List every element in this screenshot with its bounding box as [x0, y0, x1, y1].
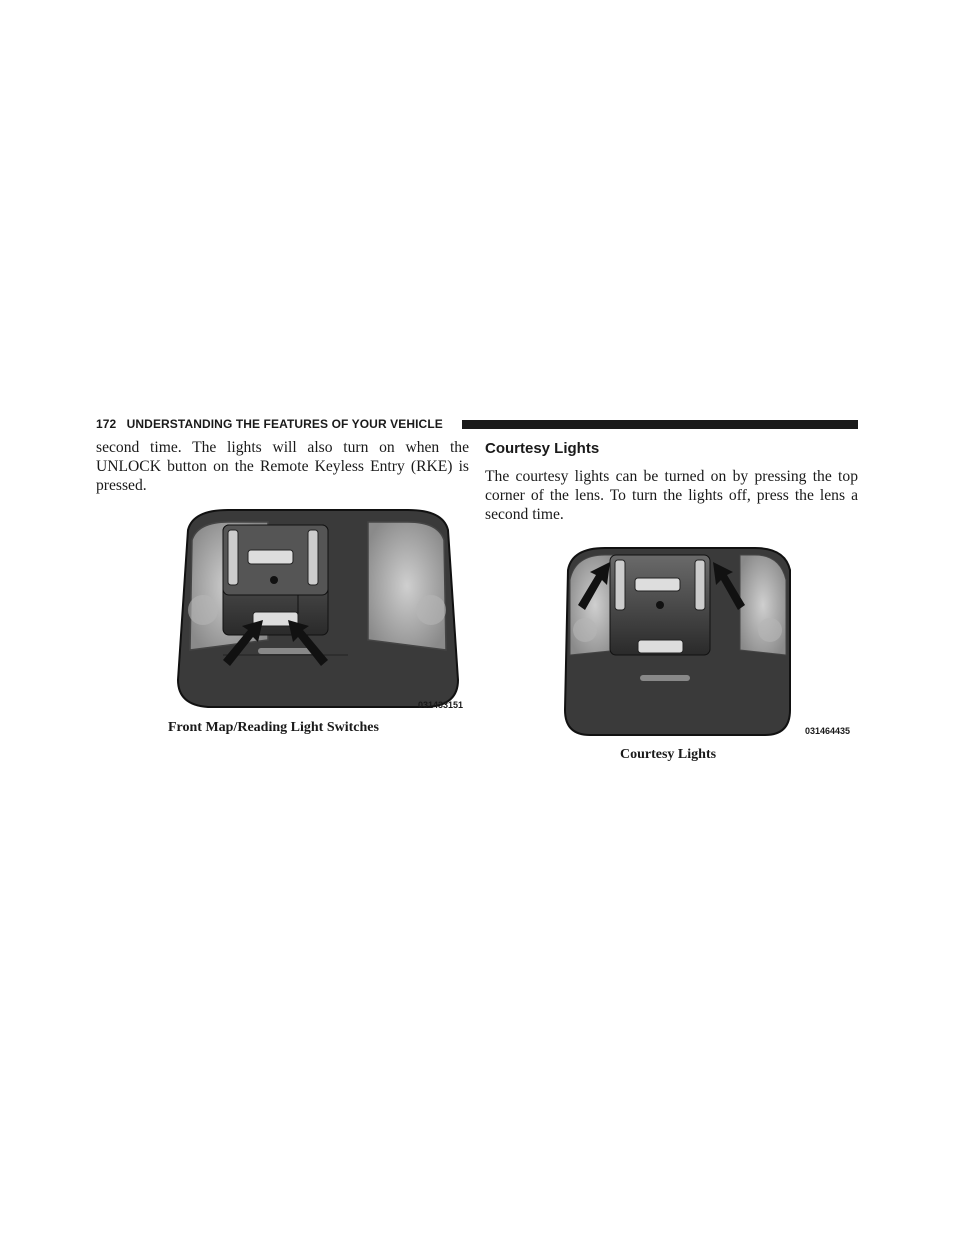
left-column	[96, 438, 469, 495]
section-heading: Courtesy Lights	[485, 440, 600, 457]
figure-caption: Front Map/Reading Light Switches	[168, 720, 379, 735]
page-header	[96, 416, 858, 434]
body-paragraph: second time. The lights will also turn on when the UNLOCK button on the Remote Keyless Entry (RKE) is pressed.	[96, 439, 469, 494]
figure-code: 031433151	[418, 700, 464, 710]
header-rule	[462, 420, 858, 429]
figure-code: 031464435	[805, 726, 851, 736]
figure-caption: Courtesy Lights	[620, 747, 717, 762]
figure-courtesy-lights	[560, 540, 856, 740]
header-text	[96, 417, 451, 431]
overhead-console-illustration	[560, 540, 856, 740]
page-number: 172	[96, 417, 117, 431]
overhead-console-illustration	[168, 500, 468, 715]
body-paragraph: The courtesy lights can be turned on by pressing the top corner of the lens. To turn the lights off, press the lens a second time.	[485, 468, 858, 523]
section-title-header: UNDERSTANDING THE FEATURES OF YOUR VEHICLE	[126, 417, 443, 431]
figure-map-reading-lights	[168, 500, 468, 715]
